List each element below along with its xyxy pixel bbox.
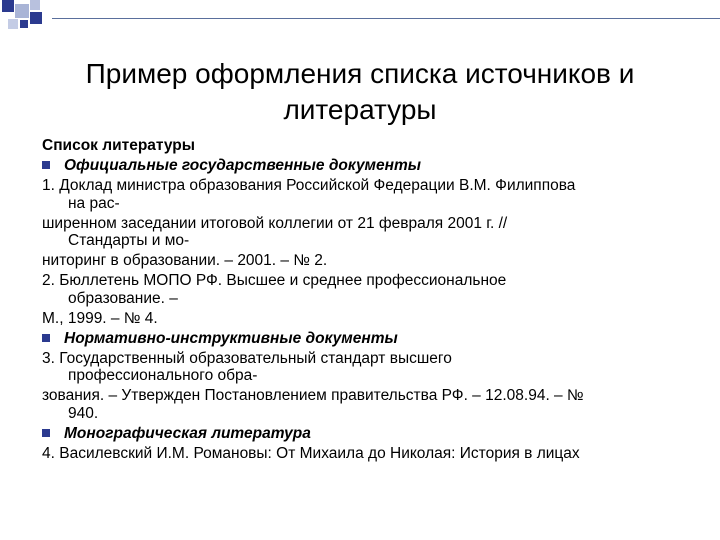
section-label: Монографическая литература <box>64 424 311 442</box>
square-bullet-icon <box>42 429 50 437</box>
list-heading: Список литературы <box>42 137 196 154</box>
list-item-3-line-3: зования. – Утвержден Постановлением правительства РФ. – 12.08.94. – № <box>42 387 584 405</box>
list-item-3-line-1: 3. Государственный образовательный стандарт высшего <box>42 349 452 367</box>
list-item-3-line-2: профессионального обра- <box>68 367 258 385</box>
section-header-monographic <box>42 425 692 443</box>
square-bullet-icon <box>42 161 50 169</box>
deco-square-dark <box>2 0 14 12</box>
section-header-normative <box>42 330 692 348</box>
slide-title-line-1: Пример оформления списка источников и <box>85 58 635 89</box>
section-label: Официальные государственные документы <box>64 156 422 174</box>
bibliography-list <box>42 137 692 462</box>
slide-title-line-2: литературы <box>283 94 437 125</box>
section-header-official <box>42 157 692 175</box>
list-item-1-line-4: Стандарты и мо- <box>68 232 190 250</box>
list-item-3-line-4: 940. <box>68 404 99 422</box>
list-item-1-line-3: ширенном заседании итоговой коллегии от 21 февраля 2001 г. // <box>42 214 508 232</box>
list-item-2-line-1: 2. Бюллетень МОПО РФ. Высшее и среднее профессиональное <box>42 272 507 290</box>
list-item-1-line-5: ниторинг в образовании. – 2001. – № 2. <box>42 252 328 270</box>
deco-square-light <box>30 0 40 10</box>
deco-square-dark <box>20 20 28 28</box>
deco-square-light <box>15 4 29 18</box>
list-item-4-line-1: 4. Василевский И.М. Романовы: От Михаила до Николая: История в лицах <box>42 444 580 462</box>
list-item-2-line-3: М., 1999. – № 4. <box>42 309 158 327</box>
square-bullet-icon <box>42 334 50 342</box>
list-item-1-line-1: 1. Доклад министра образования Российской Федерации В.М. Филиппова <box>42 176 576 194</box>
section-label: Нормативно-инструктивные документы <box>64 329 398 347</box>
deco-square-light <box>8 19 18 29</box>
header-rule <box>52 18 720 19</box>
slide-title <box>20 56 700 128</box>
list-item-1-line-2: на рас- <box>68 194 120 212</box>
deco-square-dark <box>30 12 42 24</box>
list-item-2-line-2: образование. – <box>68 289 178 307</box>
header-decoration <box>0 0 720 40</box>
